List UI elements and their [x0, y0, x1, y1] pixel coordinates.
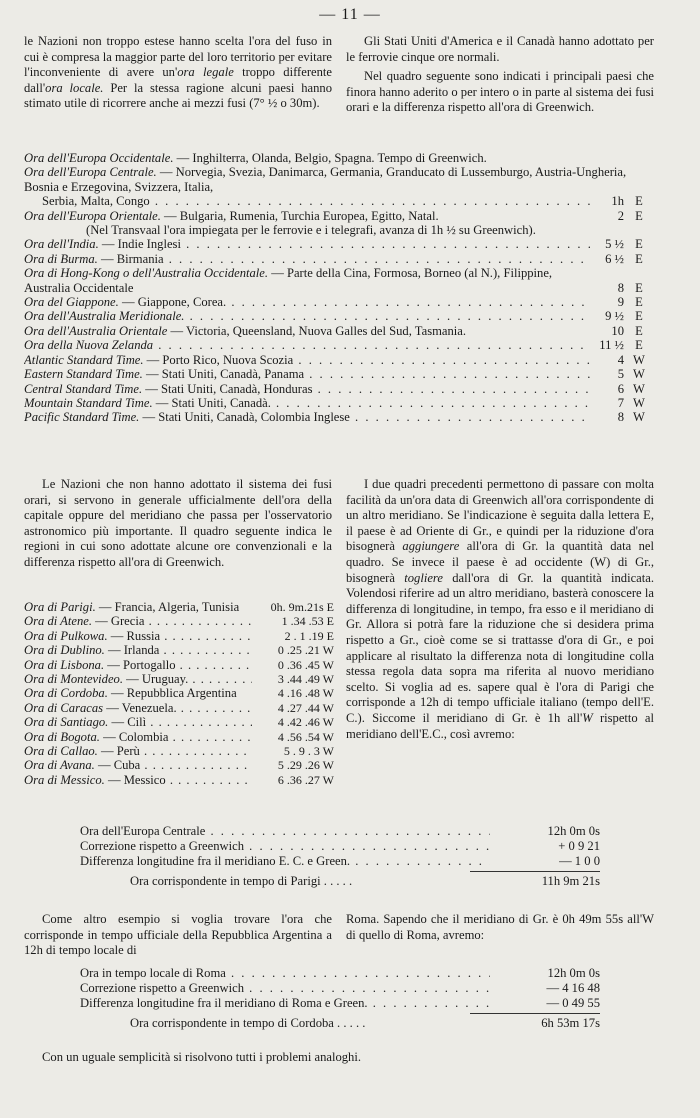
local-time-value: 0h. 9m.21s E	[270, 600, 334, 614]
local-time-value: 0 .36 .45 W	[277, 657, 334, 672]
closing-text	[24, 1050, 654, 1066]
zone-row: Ora dell'Australia Meridionale. . . . 9 ½ E	[24, 309, 654, 323]
local-time-value: 4 .42 .46 W	[277, 715, 334, 730]
zone-row: Eastern Standard Time. — Stati Uniti, Canadà, Panama . . . 5 W	[24, 367, 654, 381]
calculation-value: — 0 49 55	[546, 996, 600, 1010]
intro-right-paragraph-1: Gli Stati Uniti d'America e il Canadà hanno adottato per le ferrovie cinque ore normali.	[346, 34, 654, 64]
local-time-row: Ora di Santiago. — Cilì . . . 4 .42 .46 W	[24, 715, 334, 729]
zone-direction: W	[633, 352, 645, 367]
local-time-value: 2 . 1 .19 E	[284, 628, 334, 643]
local-time-row: Ora di Cordoba. — Repubblica Argentina 4 .16 .48 W	[24, 686, 334, 701]
local-time-row: Ora di Dublino. — Irlanda . . . 0 .25 .21 W	[24, 643, 334, 657]
example2-left	[24, 912, 332, 959]
local-time-row: Ora di Caracas — Venezuela. . . . 4 .27 .44 W	[24, 701, 334, 715]
local-time-value: 0 .25 .21 W	[277, 643, 334, 658]
local-time-row: Ora di Messico. — Messico . . . 6 .36 .27 W	[24, 773, 334, 787]
zone-direction: W	[633, 381, 645, 396]
local-time-value: 4 .27 .44 W	[277, 700, 334, 715]
local-times-table	[24, 600, 334, 787]
zone-row: Ora dell'Europa Orientale. — Bulgaria, Rumenia, Turchia Europea, Egitto, Natal. 2 E	[24, 209, 654, 223]
time-zones-table	[24, 151, 654, 425]
zone-offset: 6 ½	[605, 251, 624, 266]
zone-offset: 1h	[611, 194, 624, 209]
calculation-row: Differenza longitudine fra il meridiano E. C. e Green. . . . — 1 0 0	[80, 854, 600, 869]
intro-right-paragraph-2: Nel quadro seguente sono indicati i principali paesi che finora hanno aderito o per intero o in parte al sistema dei fusi orari e la differenza rispetto all'ora di Greenwich.	[346, 69, 654, 115]
local-time-value: 6 .36 .27 W	[277, 772, 334, 787]
closing-paragraph: Con un uguale semplicità si risolvono tutti i problemi analoghi.	[42, 1050, 362, 1064]
zone-direction: W	[633, 367, 645, 382]
zone-offset: 7	[617, 395, 624, 410]
zone-row: Ora dell'Europa Occidentale. — Inghilterra, Olanda, Belgio, Spagna. Tempo di Greenwich.	[24, 151, 487, 165]
example2-right-paragraph: Roma. Sapendo che il meridiano di Gr. è 0h 49m 55s all'W di quello di Roma, avremo:	[346, 912, 654, 942]
zone-offset: 5 ½	[605, 237, 624, 252]
calculation-value: — 1 0 0	[559, 854, 600, 868]
zone-note: (Nel Transvaal l'ora impiegata per le ferrovie e i telegrafi, avanza di 1h ½ su Greenwich).	[86, 223, 536, 238]
zone-direction: E	[635, 295, 643, 310]
zone-offset: 8	[617, 410, 624, 425]
zone-offset: 9 ½	[605, 309, 624, 324]
zone-row: Atlantic Standard Time. — Porto Rico, Nuova Scozia . . . 4 W	[24, 353, 654, 367]
zone-offset: 5	[617, 367, 624, 382]
intro-right-column	[346, 34, 654, 116]
intro-left-column	[24, 34, 332, 112]
calculation-total-value: 6h 53m 17s	[541, 1016, 600, 1030]
calculation-value: + 0 9 21	[558, 839, 600, 853]
cordoba-calculation	[80, 966, 600, 1031]
intro-left-paragraph: le Nazioni non troppo estese hanno scelta l'ora del fuso in cui è compresa la maggior parte del loro territorio per evitare l'inconveniente di avere un'ora legale troppo differente dall'ora locale. Per la stessa ragione alcuni paesi hanno stimato utile di ricorrere anche ai mezzi fusi (7° ½ o 30m).	[24, 34, 332, 111]
calculation-value: 12h 0m 0s	[547, 824, 600, 838]
zone-direction: E	[635, 251, 643, 266]
calculation-total: Ora corrispondente in tempo di Parigi . . . . . 11h 9m 21s	[130, 874, 600, 888]
calculation-value: 12h 0m 0s	[547, 966, 600, 980]
calculation-total-value: 11h 9m 21s	[541, 874, 600, 888]
local-time-value: 4 .56 .54 W	[277, 729, 334, 744]
page-number: — 11 —	[319, 6, 381, 23]
calculation-row: Correzione rispetto a Greenwich . . . + 0 9 21	[80, 839, 600, 854]
local-time-row: Ora di Pulkowa. — Russia . . . 2 . 1 .19 E	[24, 629, 334, 643]
local-time-row: Ora di Montevideo. — Uruguay. . . . 3 .44 .49 W	[24, 672, 334, 686]
local-time-row: Ora di Avana. — Cuba . . . 5 .29 .26 W	[24, 758, 334, 772]
mid-left-paragraph: Le Nazioni che non hanno adottato il sistema dei fusi orari, si servono in generale ufficialmente dell'ora della capitale oppure del meridiano che passa per l'osservatorio astronomico più importante. Il quadro seguente indica le regioni in cui sono adottate alcune ore convenzionali e la differenza rispetto all'ora di Greenwich.	[24, 477, 332, 569]
zone-row: Ora dell'Australia Orientale — Victoria, Queensland, Nuova Galles del Sud, Tasmania. 10 E	[24, 324, 654, 338]
zone-offset: 9	[617, 295, 624, 310]
zone-direction: E	[635, 338, 643, 353]
local-time-value: 4 .16 .48 W	[277, 686, 334, 701]
zone-row: Ora di Hong-Kong o dell'Australia Occidentale. — Parte della Cina, Formosa, Borneo (al N.), Filippine, Australia Occidentale 8 E	[24, 266, 654, 295]
zone-direction: E	[635, 309, 643, 324]
local-time-row: Ora di Bogota. — Colombia . . . 4 .56 .54 W	[24, 730, 334, 744]
zone-row: Pacific Standard Time. — Stati Uniti, Canadà, Colombia Inglese . . . 8 W	[24, 410, 654, 424]
sum-rule	[470, 1013, 600, 1014]
mid-left-column	[24, 477, 332, 571]
zone-offset: 8	[617, 280, 624, 295]
local-time-value: 1 .34 .53 E	[281, 614, 334, 629]
zone-direction: E	[635, 323, 643, 338]
zone-row: Ora dell'India. — Indie Inglesi . . . 5 ½ E	[24, 237, 654, 251]
calculation-row: Correzione rispetto a Greenwich . . . — 4 16 48	[80, 981, 600, 996]
local-time-row: Ora di Parigi. — Francia, Algeria, Tunisia 0h. 9m.21s E	[24, 600, 334, 614]
local-time-value: 5 . 9 . 3 W	[283, 744, 334, 759]
zone-offset: 4	[617, 352, 624, 367]
calculation-row: Ora dell'Europa Centrale . . . 12h 0m 0s	[80, 824, 600, 839]
sum-rule	[470, 871, 600, 872]
zone-direction: E	[635, 208, 643, 223]
zone-row: Ora dell'Europa Centrale. — Norvegia, Svezia, Danimarca, Germania, Granducato di Lussemburgo, Austria-Ungheria, Bosnia e Erzegovina, Svizzera, Italia,	[24, 165, 627, 194]
zone-direction: E	[635, 194, 643, 209]
zone-row: Ora della Nuova Zelanda . . . 11 ½ E	[24, 338, 654, 352]
local-time-value: 3 .44 .49 W	[277, 672, 334, 687]
local-time-row: Ora di Lisbona. — Portogallo . . . 0 .36 .45 W	[24, 658, 334, 672]
example2-left-paragraph: Come altro esempio si voglia trovare l'ora che corrisponde in tempo ufficiale della Repubblica Argentina a 12h di tempo locale di	[24, 912, 332, 958]
zone-row: Mountain Standard Time. — Stati Uniti, Canadà. . . . 7 W	[24, 396, 654, 410]
zone-direction: E	[635, 280, 643, 295]
calculation-row: Differenza longitudine fra il meridiano di Roma e Green. . . . — 0 49 55	[80, 996, 600, 1011]
mid-right-paragraph: I due quadri precedenti permettono di passare con molta facilità da un'ora data di Greenwich all'ora corrispondente di un altro meridiano. Se l'indicazione è seguita dalla lettera E, il paese è ad Oriente di Gr., e quindi per la riduzione d'ora bisognerà aggiungere all'ora di Gr. la quantità data nel quadro. Se invece il paese è ad occidente (W) di Gr., bisognerà togliere dall'ora di Gr. la quantità indicata. Volendosi riferire ad un altro meridiano, basterà conoscere la differenza di longitudine, in tempo, fra esso e il meridiano di Gr. Allora si potrà fare la riduzione che si desidera prima rispetto a Gr., cioè come se si trattasse d'ora di Gr., e poi applicare al risultato la differenza nota di longitudine colla stessa regola data sopra ma riferita al nuovo meridiano scelto. Si voglia ad es. sapere qual è l'ora di Parigi che corrisponde a 12h di tempo ufficiale italiano (tempo dell'E. C.). Siccome il meridiano di Gr. è 1h all'W rispetto al meridiano dell'E.C., così avremo:	[346, 477, 655, 741]
zone-offset: 10	[611, 323, 624, 338]
paris-calculation	[80, 824, 600, 889]
zone-row: Ora di Burma. — Birmania . . . 6 ½ E	[24, 252, 654, 266]
local-time-value: 5 .29 .26 W	[277, 758, 334, 773]
local-time-row: Ora di Atene. — Grecia . . . 1 .34 .53 E	[24, 614, 334, 628]
zone-row: Central Standard Time. — Stati Uniti, Canadà, Honduras . . . 6 W	[24, 382, 654, 396]
zone-row: Ora del Giappone. — Giappone, Corea. . . . 9 E	[24, 295, 654, 309]
zone-offset: 2	[617, 208, 624, 223]
zone-direction: W	[633, 410, 645, 425]
zone-direction: E	[635, 237, 643, 252]
local-time-row: Ora di Callao. — Perù . . . 5 . 9 . 3 W	[24, 744, 334, 758]
calculation-value: — 4 16 48	[546, 981, 600, 995]
mid-right-column	[346, 477, 654, 742]
zone-offset: 6	[617, 381, 624, 396]
zone-offset: 11 ½	[599, 338, 624, 353]
example2-right	[346, 912, 654, 943]
zone-direction: W	[633, 395, 645, 410]
calculation-total: Ora corrispondente in tempo di Cordoba . . . . . 6h 53m 17s	[130, 1016, 600, 1030]
zone-row-continuation: Serbia, Malta, Congo . . . 1h E	[24, 194, 654, 208]
calculation-row: Ora in tempo locale di Roma . . . 12h 0m 0s	[80, 966, 600, 981]
